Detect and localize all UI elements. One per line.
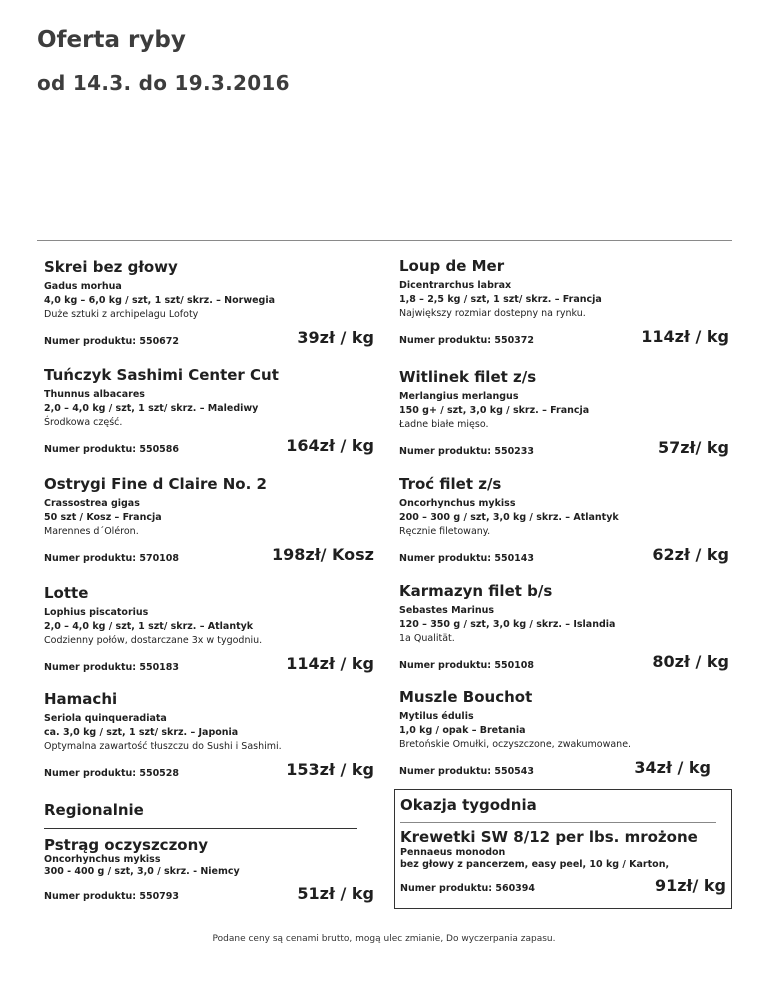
product-note: Codzienny połów, dostarczane 3x w tygodniu. — [44, 635, 263, 646]
product-spec: 150 g+ / szt, 3,0 kg / skrz. – Francja — [399, 405, 590, 416]
product-spec: 1,8 – 2,5 kg / szt, 1 szt/ skrz. – Francja — [399, 294, 602, 305]
offer-title: Okazja tygodnia — [400, 796, 537, 814]
product-spec: 1,0 kg / opak – Bretania — [399, 725, 526, 736]
product-card — [399, 582, 729, 682]
product-number: Numer produktu: 550586 — [44, 444, 180, 455]
product-name: Hamachi — [44, 690, 118, 708]
product-number: Numer produktu: 550793 — [44, 891, 180, 902]
product-price: 80zł / kg — [652, 652, 729, 671]
product-spec: ca. 3,0 kg / szt, 1 szt/ skrz. – Japonia — [44, 727, 239, 738]
product-latin-name: Gadus morhua — [44, 281, 122, 292]
product-latin-name: Sebastes Marinus — [399, 605, 495, 616]
product-price: 34zł / kg — [634, 758, 711, 777]
product-number: Numer produktu: 550143 — [399, 553, 535, 564]
product-name: Skrei bez głowy — [44, 258, 178, 276]
product-price: 62zł / kg — [652, 545, 729, 564]
product-latin-name: Lophius piscatorius — [44, 607, 149, 618]
product-spec: 200 – 300 g / szt, 3,0 kg / skrz. – Atlantyk — [399, 512, 619, 523]
product-card — [44, 584, 374, 684]
product-name: Muszle Bouchot — [399, 688, 533, 706]
product-card — [44, 366, 374, 466]
product-number: Numer produktu: 570108 — [44, 553, 180, 564]
product-name: Loup de Mer — [399, 257, 505, 275]
product-name: Tuńczyk Sashimi Center Cut — [44, 366, 279, 384]
product-price: 39zł / kg — [297, 328, 374, 347]
product-number: Numer produktu: 550233 — [399, 446, 535, 457]
date-range: od 14.3. do 19.3.2016 — [37, 71, 290, 95]
offer-divider — [400, 822, 716, 823]
product-card — [44, 836, 374, 936]
product-spec: 4,0 kg – 6,0 kg / szt, 1 szt/ skrz. – Norwegia — [44, 295, 276, 306]
product-spec: 2,0 – 4,0 kg / szt, 1 szt/ skrz. – Malediwy — [44, 403, 259, 414]
product-name: Troć filet z/s — [399, 475, 502, 493]
product-note: 1a Qualität. — [399, 633, 455, 644]
product-number: Numer produktu: 560394 — [400, 883, 536, 894]
product-price: 153zł / kg — [286, 760, 374, 779]
product-latin-name: Oncorhynchus mykiss — [44, 854, 161, 865]
product-latin-name: Thunnus albacares — [44, 389, 145, 400]
product-card — [44, 258, 374, 358]
product-latin-name: Oncorhynchus mykiss — [399, 498, 516, 509]
regional-section-title: Regionalnie — [44, 801, 144, 819]
product-card — [400, 828, 726, 908]
product-price: 114zł / kg — [286, 654, 374, 673]
product-note: Ręcznie filetowany. — [399, 526, 491, 537]
product-name: Krewetki SW 8/12 per lbs. mrożone — [400, 828, 698, 846]
product-note: Największy rozmiar dostepny na rynku. — [399, 308, 586, 319]
product-note: Środkowa część. — [44, 417, 123, 428]
product-name: Lotte — [44, 584, 89, 602]
product-card — [44, 690, 374, 790]
product-number: Numer produktu: 550108 — [399, 660, 535, 671]
product-latin-name: Mytilus édulis — [399, 711, 474, 722]
product-spec: 50 szt / Kosz – Francja — [44, 512, 162, 523]
product-latin-name: Pennaeus monodon — [400, 847, 506, 858]
product-latin-name: Crassostrea gigas — [44, 498, 140, 509]
header-divider — [37, 240, 732, 241]
product-spec: bez głowy z pancerzem, easy peel, 10 kg / Karton, — [400, 859, 670, 870]
page-title: Oferta ryby — [37, 27, 186, 53]
product-spec: 300 - 400 g / szt, 3,0 / skrz. - Niemcy — [44, 866, 240, 877]
product-note: Ładne białe mięso. — [399, 419, 489, 430]
product-price: 57zł/ kg — [657, 438, 729, 457]
product-note: Bretońskie Omułki, oczyszczone, zwakumowane. — [399, 739, 632, 750]
product-price: 51zł / kg — [297, 884, 374, 903]
product-note: Duże sztuki z archipelagu Lofoty — [44, 309, 199, 320]
regional-divider — [44, 828, 357, 829]
product-latin-name: Dicentrarchus labrax — [399, 280, 512, 291]
product-card — [399, 368, 729, 468]
product-spec: 120 – 350 g / szt, 3,0 kg / skrz. – Islandia — [399, 619, 616, 630]
product-spec: 2,0 – 4,0 kg / szt, 1 szt/ skrz. – Atlantyk — [44, 621, 254, 632]
product-note: Optymalna zawartość tłuszczu do Sushi i Sashimi. — [44, 741, 282, 752]
product-number: Numer produktu: 550543 — [399, 766, 535, 777]
product-card — [399, 257, 729, 357]
product-card — [399, 475, 729, 575]
product-number: Numer produktu: 550528 — [44, 768, 180, 779]
product-price: 91zł/ kg — [654, 876, 726, 895]
product-name: Witlinek filet z/s — [399, 368, 537, 386]
product-price: 114zł / kg — [641, 327, 729, 346]
product-number: Numer produktu: 550372 — [399, 335, 535, 346]
product-name: Pstrąg oczyszczony — [44, 836, 209, 854]
footer-disclaimer: Podane ceny są cenami brutto, mogą ulec zmianie, Do wyczerpania zapasu. — [212, 934, 556, 944]
product-name: Ostrygi Fine d Claire No. 2 — [44, 475, 267, 493]
product-latin-name: Merlangius merlangus — [399, 391, 519, 402]
product-card — [44, 475, 374, 575]
weekly-offer-box — [394, 789, 732, 909]
product-price: 164zł / kg — [286, 436, 374, 455]
product-latin-name: Seriola quinqueradiata — [44, 713, 167, 724]
product-note: Marennes d´Oléron. — [44, 526, 139, 537]
product-card — [399, 688, 729, 788]
product-price: 198zł/ Kosz — [271, 545, 374, 564]
product-name: Karmazyn filet b/s — [399, 582, 553, 600]
product-number: Numer produktu: 550183 — [44, 662, 180, 673]
product-number: Numer produktu: 550672 — [44, 336, 180, 347]
